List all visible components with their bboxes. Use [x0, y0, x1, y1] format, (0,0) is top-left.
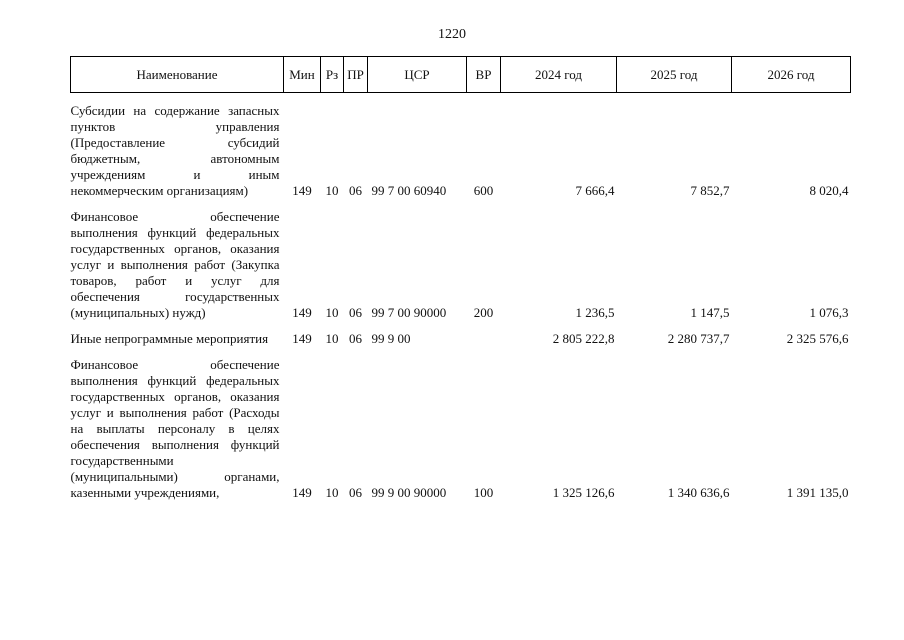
row-min: 149 — [292, 183, 312, 198]
row-pr: 06 — [349, 331, 362, 346]
header-2024: 2024 год — [501, 57, 617, 93]
row-vr: 100 — [473, 485, 494, 500]
row-2025: 1 340 636,6 — [667, 485, 730, 500]
row-2025: 2 280 737,7 — [667, 331, 730, 346]
row-vr: 200 — [473, 305, 494, 320]
row-rz: 10 — [325, 485, 339, 500]
row-min: 149 — [292, 305, 312, 320]
row-rz: 10 — [325, 331, 339, 346]
table-header-row — [71, 57, 851, 93]
row-min: 149 — [292, 331, 312, 346]
table-row — [71, 199, 851, 321]
row-name: Финансовое обеспечение выполнения функций федеральных государственных органов, оказания услуг и выполнения работ (Закупка товаров, работ и услуг для обеспечения государственных (муниципальных) нужд) — [70, 209, 280, 320]
header-min: Мин — [284, 57, 321, 93]
header-name: Наименование — [71, 57, 284, 93]
row-2024: 7 666,4 — [575, 183, 615, 198]
table-row — [71, 93, 851, 200]
header-2025: 2025 год — [617, 57, 732, 93]
page-number: 1220 — [438, 27, 466, 42]
row-2026: 1 076,3 — [809, 305, 849, 320]
row-2026: 8 020,4 — [809, 183, 849, 198]
row-csr: 99 7 00 90000 — [371, 305, 447, 320]
row-2024: 2 805 222,8 — [552, 331, 615, 346]
row-min: 149 — [292, 485, 312, 500]
header-rz: Рз — [321, 57, 344, 93]
table-row — [71, 321, 851, 347]
row-pr: 06 — [349, 305, 362, 320]
budget-table — [70, 56, 851, 501]
row-rz: 10 — [325, 183, 339, 198]
row-vr: 600 — [473, 183, 494, 198]
row-csr: 99 7 00 60940 — [371, 183, 447, 198]
header-pr: ПР — [344, 57, 368, 93]
table-row — [71, 347, 851, 501]
row-2024: 1 325 126,6 — [552, 485, 615, 500]
header-2026: 2026 год — [732, 57, 851, 93]
row-name: Иные непрограммные мероприятия — [70, 331, 269, 346]
row-csr: 99 9 00 — [371, 331, 411, 346]
row-vr — [467, 321, 501, 347]
row-2025: 1 147,5 — [690, 305, 730, 320]
row-2026: 1 391 135,0 — [786, 485, 849, 500]
row-pr: 06 — [349, 485, 362, 500]
row-2025: 7 852,7 — [690, 183, 730, 198]
row-csr: 99 9 00 90000 — [371, 485, 447, 500]
row-pr: 06 — [349, 183, 362, 198]
row-2024: 1 236,5 — [575, 305, 615, 320]
header-csr: ЦСР — [368, 57, 467, 93]
row-name: Субсидии на содержание запасных пунктов управления (Предоставление субсидий бюджетным, автономным учреждениям и иным некоммерческим организациям) — [70, 103, 280, 198]
row-name: Финансовое обеспечение выполнения функций федеральных государственных органов, оказания услуг и выполнения работ (Расходы на выплаты персоналу в целях обеспечения выполнения функций государственными (муниципальными) органами, казенными учреждениями, — [70, 357, 280, 500]
row-2026: 2 325 576,6 — [786, 331, 849, 346]
row-rz: 10 — [325, 305, 339, 320]
header-vr: ВР — [467, 57, 501, 93]
